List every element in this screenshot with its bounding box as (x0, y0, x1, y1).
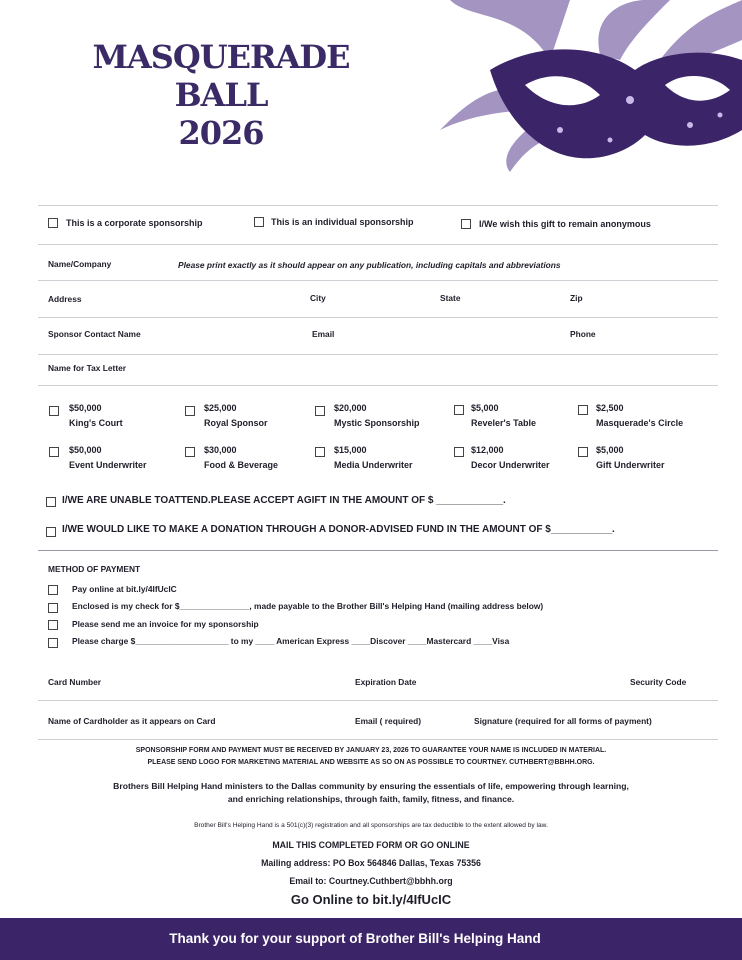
tier-masquerades-circle (596, 401, 683, 431)
email-label: Email (312, 329, 335, 339)
corporate-label: This is a corporate sponsorship (66, 218, 203, 228)
tier-name: Royal Sponsor (204, 418, 268, 428)
tier-amount: $25,000 (204, 403, 237, 413)
cardholder-label: Name of Cardholder as it appears on Card (48, 716, 216, 726)
individual-label: This is an individual sponsorship (271, 217, 414, 227)
unable-attend-checkbox[interactable] (46, 497, 56, 507)
tier-checkbox[interactable] (454, 447, 464, 457)
footer-banner (0, 918, 742, 960)
tier-royal-sponsor (204, 401, 268, 431)
pay-invoice-checkbox[interactable] (48, 620, 58, 630)
tier-name: Mystic Sponsorship (334, 418, 420, 428)
individual-checkbox[interactable] (254, 217, 264, 227)
pay-card-checkbox[interactable] (48, 638, 58, 648)
unable-attend-label: I/WE ARE UNABLE TOATTEND.PLEASE ACCEPT AGIFT IN THE AMOUNT OF $ ____________. (62, 495, 506, 506)
masquerade-mask-icon (430, 0, 742, 175)
mail-heading: MAIL THIS COMPLETED FORM OR GO ONLINE (272, 840, 470, 850)
tier-name: Event Underwriter (69, 460, 147, 470)
tier-amount: $12,000 (471, 445, 504, 455)
state-label: State (440, 293, 461, 303)
divider (38, 205, 718, 206)
event-title (86, 38, 356, 152)
pay-invoice-label: Please send me an invoice for my sponsorship (72, 619, 259, 629)
pay-online-checkbox[interactable] (48, 585, 58, 595)
tier-checkbox[interactable] (454, 405, 464, 415)
daf-checkbox[interactable] (46, 527, 56, 537)
mailing-address: Mailing address: PO Box 564846 Dallas, Texas 75356 (261, 858, 481, 868)
pay-card-label: Please charge $____________________ to my ____ American Express ____Discover ____Mastercard ____Visa (72, 636, 510, 646)
tier-amount: $2,500 (596, 403, 624, 413)
zip-label: Zip (570, 293, 583, 303)
signature-label: Signature (required for all forms of payment) (474, 716, 652, 726)
contact-name-label: Sponsor Contact Name (48, 329, 141, 339)
daf-label: I/WE WOULD LIKE TO MAKE A DONATION THROUGH A DONOR-ADVISED FUND IN THE AMOUNT OF $___________. (62, 524, 615, 535)
deadline-note-1: SPONSORSHIP FORM AND PAYMENT MUST BE RECEIVED BY JANUARY 23, 2026 TO GUARANTEE YOUR NAME IS INCLUDED IN MATERIAL. (135, 747, 607, 754)
tier-checkbox[interactable] (185, 406, 195, 416)
city-label: City (310, 293, 326, 303)
security-code-label: Security Code (630, 677, 687, 687)
tier-amount: $5,000 (471, 403, 499, 413)
email-to: Email to: Courtney.Cuthbert@bbhh.org (289, 876, 453, 886)
title-line-3: 2026 (178, 114, 264, 152)
email-required-label: Email ( required) (355, 716, 422, 726)
tier-checkbox[interactable] (49, 406, 59, 416)
divider (38, 385, 718, 386)
divider (38, 739, 718, 740)
divider (38, 317, 718, 318)
name-print-note: Please print exactly as it should appear on any publication, including capitals and abbreviations (178, 260, 561, 270)
tier-name: Reveler's Table (471, 418, 537, 428)
corporate-checkbox[interactable] (48, 218, 58, 228)
tier-name: Food & Beverage (204, 460, 279, 470)
tier-checkbox[interactable] (578, 447, 588, 457)
go-online-link[interactable]: Go Online to bit.ly/4IfUcIC (290, 892, 452, 907)
anonymous-checkbox[interactable] (461, 219, 471, 229)
divider (38, 280, 718, 281)
tax-note: Brother Bill's Helping Hand is a 501(c)(3) registration and all sponsorships are tax deductible to the extent allowed by law. (194, 822, 548, 829)
divider (38, 354, 718, 355)
tier-amount: $5,000 (596, 445, 624, 455)
tier-event-underwriter (69, 443, 147, 473)
divider (38, 700, 718, 701)
phone-label: Phone (570, 329, 596, 339)
tier-name: Masquerade's Circle (596, 418, 684, 428)
tier-revelers-table (471, 401, 536, 431)
tier-mystic-sponsorship (334, 401, 420, 431)
tier-amount: $50,000 (69, 445, 102, 455)
mission-line-2: and enriching relationships, through faith, family, fitness, and finance. (227, 794, 515, 804)
tier-amount: $15,000 (334, 445, 367, 455)
tier-amount: $50,000 (69, 403, 102, 413)
tier-checkbox[interactable] (185, 447, 195, 457)
pay-online-label: Pay online at bit.ly/4IfUcIC (72, 584, 177, 594)
mission-line-1: Brothers Bill Helping Hand ministers to the Dallas community by ensuring the essentials of life, empowering through learning, (113, 781, 629, 791)
card-number-label: Card Number (48, 677, 102, 687)
anonymous-label: I/We wish this gift to remain anonymous (479, 219, 651, 229)
tier-amount: $20,000 (334, 403, 367, 413)
tier-name: Decor Underwriter (471, 460, 550, 470)
pay-check-checkbox[interactable] (48, 603, 58, 613)
name-company-label: Name/Company (48, 259, 112, 269)
tier-checkbox[interactable] (315, 447, 325, 457)
tier-media-underwriter (334, 443, 413, 473)
tier-gift-underwriter (596, 443, 665, 473)
tier-decor-underwriter (471, 443, 550, 473)
divider (38, 550, 718, 551)
address-label: Address (48, 294, 82, 304)
tier-name: Media Underwriter (334, 460, 413, 470)
deadline-note-2: PLEASE SEND LOGO FOR MARKETING MATERIAL AND WEBSITE AS SO ON AS POSSIBLE TO COURTNEY. CUTHBERT@BBHH.ORG. (147, 759, 595, 766)
footer-thanks: Thank you for your support of Brother Bill's Helping Hand (169, 931, 541, 946)
title-line-2: BALL (174, 76, 268, 114)
tier-amount: $30,000 (204, 445, 237, 455)
tier-name: Gift Underwriter (596, 460, 665, 470)
tier-checkbox[interactable] (578, 405, 588, 415)
tier-name: King's Court (69, 418, 123, 428)
tier-kings-court (69, 401, 123, 431)
tax-letter-label: Name for Tax Letter (48, 363, 127, 373)
payment-heading: METHOD OF PAYMENT (48, 564, 141, 574)
tier-checkbox[interactable] (49, 447, 59, 457)
tier-food-beverage (204, 443, 278, 473)
pay-check-label: Enclosed is my check for $_______________, made payable to the Brother Bill's Helping Hand (mailing address below) (72, 601, 544, 611)
title-line-1: MASQUERADE (92, 38, 350, 76)
divider (38, 244, 718, 245)
expiration-label: Expiration Date (355, 677, 417, 687)
tier-checkbox[interactable] (315, 406, 325, 416)
